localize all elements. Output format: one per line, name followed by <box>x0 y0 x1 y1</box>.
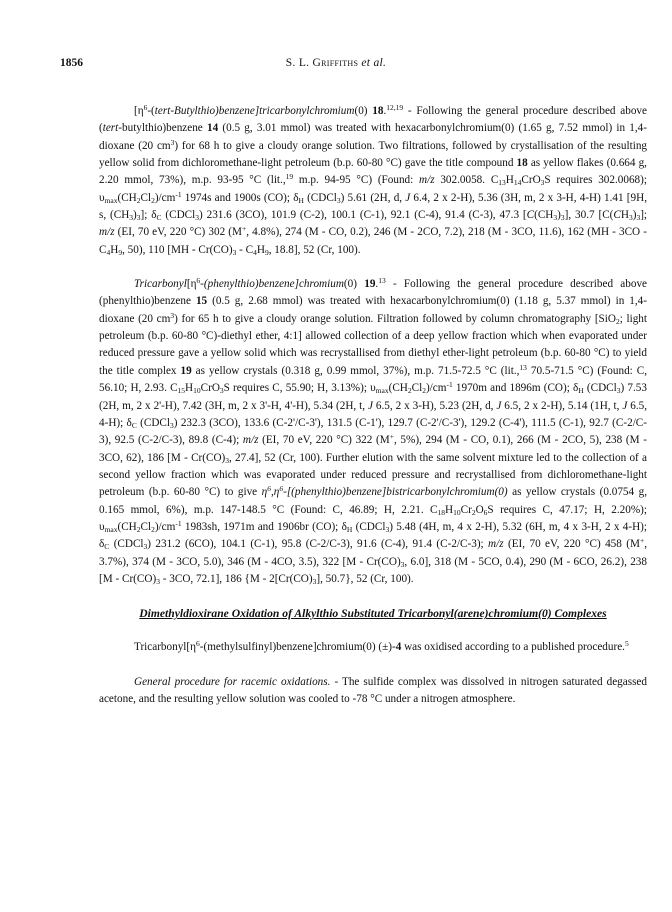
page-header <box>0 57 672 73</box>
page-number: 1856 <box>60 57 83 69</box>
running-head: S. L. Griffiths et al. <box>285 57 387 69</box>
paragraph-general-procedure: General procedure for racemic oxidations. - The sulfide complex was dissolved in nitrogen saturated degassed acetone, and the resulting yellow solution was cooled to -78 °C under a nitrogen atmosphere. <box>99 675 647 705</box>
paragraph-compound-19: $Tricarbonyl[\eta^6-(phenylthio)benzene]chromium(0)$ 19.13 - Following the general procedure described above (phenylthio)benzene 15 (0.5 g, 2.68 mmol) was treated with hexacarbonylchromium(0) (1.18 g, 5.37 mmol) in 1,4-dioxane (20 $cm^3$) for 65 h to give a cloudy orange solution. Filtration followed by column chromatography [SiO$_2$; light petroleum (b.p. 60-80 °C)-diethyl ether, 4:1] allowed collection of a deep yellow fraction which when evaporated under reduced pressure gave a yellow solid which was recrystallised from diethyl ether-light petroleum (b.p. 60-80 °C) to yield the title complex 19 as yellow crystals (0.318 g, 0.99 mmol, 37%), m.p. 71.5-72.5 °C (lit.,$^{13}$ 70.5-71.5 °C) (Found: C, 56.10; H, 2.93. $C_{15}H_{10}CrO_3S$ requires C, 55.90; H, 3.13%); $\upsilon_{max}(CH_2Cl_2)/cm^{-1}$ 1970m and 1896m (CO); $\delta_H$ (CDCl$_3$) 7.53 (2H, m, 2 x 2'-H), 7.42 (3H, m, 2 x 3'-H, 4'-H), 5.34 (2H, t, J 6.5, 2 x 3-H), 5.23 (2H, d, J 6.5, 2 x 2-H), 5.14 (1H, t, J 6.5, 4-H); $\delta_C$ (CDCl$_3$) 232.3 (3CO), 133.6 (C-2'/C-3'), 131.5 (C-1'), 129.7 (C-2'/C-3'), 129.2 (C-4'), 111.5 (C-1), 92.7 (C-2/C-3), 92.5 (C-2/C-3), 89.8 (C-4); m/z (EI, 70 eV, 220 °C) 322 (M+, 5%), 294 (M - CO, 0.1), 266 (M - 2CO, 5), 238 (M - 3CO, 62), 186 [$M - Cr(CO)_3$, 27.4], 52 (Cr, 100). Further elution with the same solvent mixture led to the collection of a second yellow fraction which was evaporated under reduced pressure and recrystallised from dichloromethane-light petroleum (b.p. 60-80 °C) to give $\eta^6,\eta^6-[(phenylthio)benzene]bistricarbonylchromium(0)$ as yellow crystals (0.0754 g, 0.165 mmol, 6%), m.p. 147-148.5 °C (Found: C, 46.89; H, 2.21. $C_{18}H_{10}Cr_2O_6S$ requires C, 47.17; H, 2.20%); $\upsilon_{max}(CH_2Cl_2)/cm^{-1}$ 1983sh, 1971m and 1906br (CO); $\delta_H$ (CDCl$_3$) 5.48 (4H, m, 4 x 2-H), 5.32 (6H, m, 4 x 3-H, 2 x 4-H); $\delta_C$ (CDCl$_3$) 231.2 (6CO), 104.1 (C-1), 95.8 (C-2/C-3), 91.6 (C-4), 91.4 (C-2/C-3); m/z (EI, 70 eV, 220 °C) 458 (M+, 3.7%), 374 (M - 3CO, 5.0), 346 (M - 4CO, 3.5), 322 [$M - Cr(CO)_3$, 6.0], 318 (M - 5CO, 0.4), 290 (M - 6CO, 26.2), 238 [$M - Cr(CO)_3 - 3CO$, 72.1], 186 {$M - 2[Cr(CO)_3]$, 50.7}, 52 (Cr, 100). <box>99 276 648 586</box>
paragraph-compound-18: $[\eta^6-(tert-Butylthio)benzene]tricarbonylchromium(0)$ 18.$^{12,19}$ - Following the general procedure described above (tert-butylthio)benzene 14 (0.5 g, 3.01 mmol) was treated with hexacarbonylchromium(0) (1.65 g, 7.52 mmol) in 1,4-dioxane (20 $cm^3$) for 68 h to give a cloudy orange solution. Two filtrations, followed by crystallisation of the resulting yellow solid from dichloromethane-light petroleum (b.p. 60-80 °C) gave the title compound 18 as yellow flakes (0.664 g, 2.20 mmol, 73%), m.p. 93-95 °C (lit.,$^{19}$ m.p. 94-95 °C) (Found: m/z 302.0058. $C_{13}H_{14}CrO_3S$ requires 302.0068); $\upsilon_{max}(CH_2Cl_2)/cm^{-1}$ 1974s and 1900s (CO); $\delta_H$ (CDCl$_3$) 5.61 (2H, d, J 6.4, 2 x 2-H), 5.36 (3H, m, 2 x 3-H, 4-H) 1.41 [9H, s, $(CH_3)_3$]; $\delta_C$ (CDCl$_3$) 231.6 (3CO), 101.9 (C-2), 100.1 (C-1), 92.1 (C-4), 91.4 (C-3), 47.3 $[C(CH_3)_3]$, 30.7 $[C(CH_3)_3]$; m/z (EI, 70 eV, 220 °C) 302 (M+, 4.8%), 274 (M - CO, 0.2), 246 (M - 2CO, 7.2), 218 (M - 3CO, 11.6), 162 ($MH - 3CO - C_4H_9$, 50), 110 [$MH - Cr(CO)_3 - C_4H_9$, 18.8], 52 (Cr, 100). <box>99 103 648 257</box>
paragraph-sulfinyl: $Tricarbonyl[\eta^6-(methylsulfinyl)benzene]chromium(0)$ (±)-4 was oxidised according to a published procedure.$^5$ <box>134 639 629 654</box>
section-heading: Dimethyldioxirane Oxidation of Alkylthio Substituted Tricarbonyl(arene)chromium(0) Complexes <box>139 607 607 621</box>
body-text <box>99 103 647 708</box>
